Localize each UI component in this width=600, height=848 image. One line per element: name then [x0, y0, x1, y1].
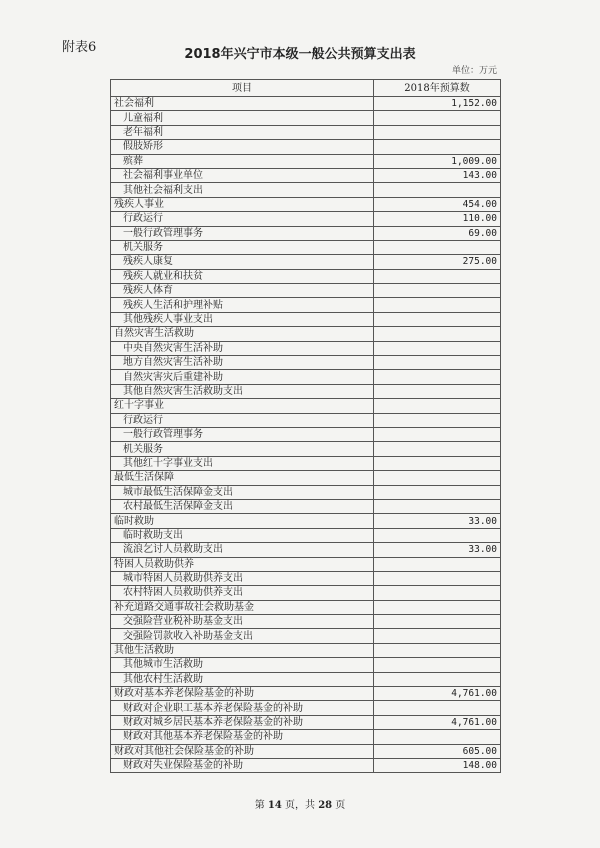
row-item-name: 其他社会福利支出	[111, 183, 374, 197]
table-row	[111, 715, 501, 729]
row-item-name: 其他红十字事业支出	[111, 456, 374, 470]
row-amount	[374, 643, 501, 657]
row-item-name: 机关服务	[111, 442, 374, 456]
table-row	[111, 499, 501, 513]
table-header-row	[111, 80, 501, 97]
table-row	[111, 197, 501, 211]
row-item-name: 行政运行	[111, 413, 374, 427]
row-item-name: 临时救助支出	[111, 528, 374, 542]
row-item-name: 残疾人事业	[111, 197, 374, 211]
row-amount: 1,152.00	[374, 97, 501, 111]
row-amount	[374, 629, 501, 643]
row-item-name: 假肢矫形	[111, 140, 374, 154]
page-footer	[0, 796, 600, 811]
row-item-name: 一般行政管理事务	[111, 427, 374, 441]
row-amount	[374, 586, 501, 600]
row-item-name: 财政对其他社会保险基金的补助	[111, 744, 374, 758]
row-item-name: 财政对其他基本养老保险基金的补助	[111, 730, 374, 744]
row-amount	[374, 384, 501, 398]
table-row	[111, 658, 501, 672]
table-row	[111, 212, 501, 226]
row-item-name: 儿童福利	[111, 111, 374, 125]
table-row	[111, 442, 501, 456]
table-row	[111, 341, 501, 355]
row-item-name: 其他自然灾害生活救助支出	[111, 384, 374, 398]
row-amount	[374, 125, 501, 139]
row-amount: 454.00	[374, 197, 501, 211]
row-amount: 33.00	[374, 543, 501, 557]
row-amount	[374, 471, 501, 485]
row-amount	[374, 240, 501, 254]
page-title: 2018年兴宁市本级一般公共预算支出表	[184, 47, 416, 62]
row-item-name: 残疾人康复	[111, 255, 374, 269]
row-amount: 4,761.00	[374, 687, 501, 701]
table-row	[111, 615, 501, 629]
footer-page-number: 14	[267, 800, 282, 811]
row-item-name: 行政运行	[111, 212, 374, 226]
row-amount	[374, 456, 501, 470]
table-row	[111, 269, 501, 283]
column-header-amount: 2018年预算数	[374, 80, 501, 97]
table-row	[111, 586, 501, 600]
budget-table	[110, 79, 501, 773]
table-row	[111, 226, 501, 240]
row-amount: 69.00	[374, 226, 501, 240]
table-row	[111, 427, 501, 441]
table-row	[111, 111, 501, 125]
table-row	[111, 370, 501, 384]
table-row	[111, 413, 501, 427]
row-amount	[374, 140, 501, 154]
table-row	[111, 471, 501, 485]
row-amount	[374, 730, 501, 744]
table-row	[111, 543, 501, 557]
unit-label: 单位：万元	[451, 66, 497, 76]
row-amount	[374, 269, 501, 283]
table-row	[111, 168, 501, 182]
table-row	[111, 97, 501, 111]
row-amount: 148.00	[374, 758, 501, 772]
table-row	[111, 140, 501, 154]
row-item-name: 其他生活救助	[111, 643, 374, 657]
row-amount	[374, 370, 501, 384]
table-row	[111, 456, 501, 470]
row-amount	[374, 284, 501, 298]
column-header-item: 项目	[111, 80, 374, 97]
row-amount: 1,009.00	[374, 154, 501, 168]
table-row	[111, 298, 501, 312]
row-item-name: 自然灾害灾后重建补助	[111, 370, 374, 384]
row-item-name: 机关服务	[111, 240, 374, 254]
row-amount	[374, 600, 501, 614]
row-amount	[374, 658, 501, 672]
table-row	[111, 701, 501, 715]
row-item-name: 社会福利事业单位	[111, 168, 374, 182]
row-item-name: 农村特困人员救助供养支出	[111, 586, 374, 600]
footer-prefix: 第	[254, 800, 265, 811]
row-item-name: 财政对失业保险基金的补助	[111, 758, 374, 772]
table-row	[111, 571, 501, 585]
row-amount	[374, 356, 501, 370]
row-amount: 143.00	[374, 168, 501, 182]
row-item-name: 交强险营业税补助基金支出	[111, 615, 374, 629]
footer-total-pages: 28	[318, 800, 333, 811]
footer-suffix: 页	[335, 800, 346, 811]
table-row	[111, 643, 501, 657]
table-row	[111, 284, 501, 298]
row-amount	[374, 528, 501, 542]
row-item-name: 财政对基本养老保险基金的补助	[111, 687, 374, 701]
table-row	[111, 485, 501, 499]
row-amount	[374, 111, 501, 125]
row-item-name: 财政对企业职工基本养老保险基金的补助	[111, 701, 374, 715]
table-row	[111, 312, 501, 326]
row-item-name: 红十字事业	[111, 399, 374, 413]
row-amount	[374, 183, 501, 197]
table-row	[111, 183, 501, 197]
row-item-name: 残疾人体育	[111, 284, 374, 298]
row-item-name: 流浪乞讨人员救助支出	[111, 543, 374, 557]
table-row	[111, 557, 501, 571]
table-row	[111, 125, 501, 139]
row-amount	[374, 312, 501, 326]
row-item-name: 老年福利	[111, 125, 374, 139]
table-row	[111, 629, 501, 643]
table-row	[111, 356, 501, 370]
row-item-name: 城市最低生活保障金支出	[111, 485, 374, 499]
row-item-name: 自然灾害生活救助	[111, 327, 374, 341]
row-amount: 33.00	[374, 514, 501, 528]
table-row	[111, 744, 501, 758]
row-amount: 275.00	[374, 255, 501, 269]
table-body	[111, 97, 501, 773]
table-row	[111, 514, 501, 528]
row-item-name: 农村最低生活保障金支出	[111, 499, 374, 513]
row-item-name: 财政对城乡居民基本养老保险基金的补助	[111, 715, 374, 729]
row-item-name: 一般行政管理事务	[111, 226, 374, 240]
footer-mid: 页，共	[285, 800, 315, 811]
table-row	[111, 255, 501, 269]
row-item-name: 残疾人生活和护理补贴	[111, 298, 374, 312]
row-item-name: 殡葬	[111, 154, 374, 168]
table-row	[111, 758, 501, 772]
row-amount	[374, 427, 501, 441]
table-row	[111, 399, 501, 413]
table-row	[111, 687, 501, 701]
row-amount	[374, 327, 501, 341]
table-row	[111, 240, 501, 254]
row-amount	[374, 399, 501, 413]
row-amount	[374, 557, 501, 571]
row-amount	[374, 701, 501, 715]
table-row	[111, 600, 501, 614]
row-item-name: 其他城市生活救助	[111, 658, 374, 672]
row-item-name: 交强险罚款收入补助基金支出	[111, 629, 374, 643]
row-item-name: 中央自然灾害生活补助	[111, 341, 374, 355]
row-item-name: 其他农村生活救助	[111, 672, 374, 686]
row-item-name: 残疾人就业和扶贫	[111, 269, 374, 283]
row-item-name: 地方自然灾害生活补助	[111, 356, 374, 370]
row-amount	[374, 615, 501, 629]
table-row	[111, 672, 501, 686]
table-row	[111, 730, 501, 744]
row-item-name: 其他残疾人事业支出	[111, 312, 374, 326]
table-row	[111, 327, 501, 341]
row-amount	[374, 499, 501, 513]
row-amount: 4,761.00	[374, 715, 501, 729]
row-amount	[374, 341, 501, 355]
row-amount: 110.00	[374, 212, 501, 226]
row-item-name: 临时救助	[111, 514, 374, 528]
row-amount	[374, 442, 501, 456]
table-row	[111, 384, 501, 398]
row-item-name: 特困人员救助供养	[111, 557, 374, 571]
row-item-name: 社会福利	[111, 97, 374, 111]
row-amount	[374, 672, 501, 686]
row-item-name: 最低生活保障	[111, 471, 374, 485]
table-row	[111, 154, 501, 168]
row-amount	[374, 413, 501, 427]
row-amount	[374, 571, 501, 585]
row-amount	[374, 485, 501, 499]
attachment-label: 附表6	[62, 40, 97, 55]
row-amount	[374, 298, 501, 312]
row-amount: 605.00	[374, 744, 501, 758]
row-item-name: 城市特困人员救助供养支出	[111, 571, 374, 585]
row-item-name: 补充道路交通事故社会救助基金	[111, 600, 374, 614]
table-row	[111, 528, 501, 542]
